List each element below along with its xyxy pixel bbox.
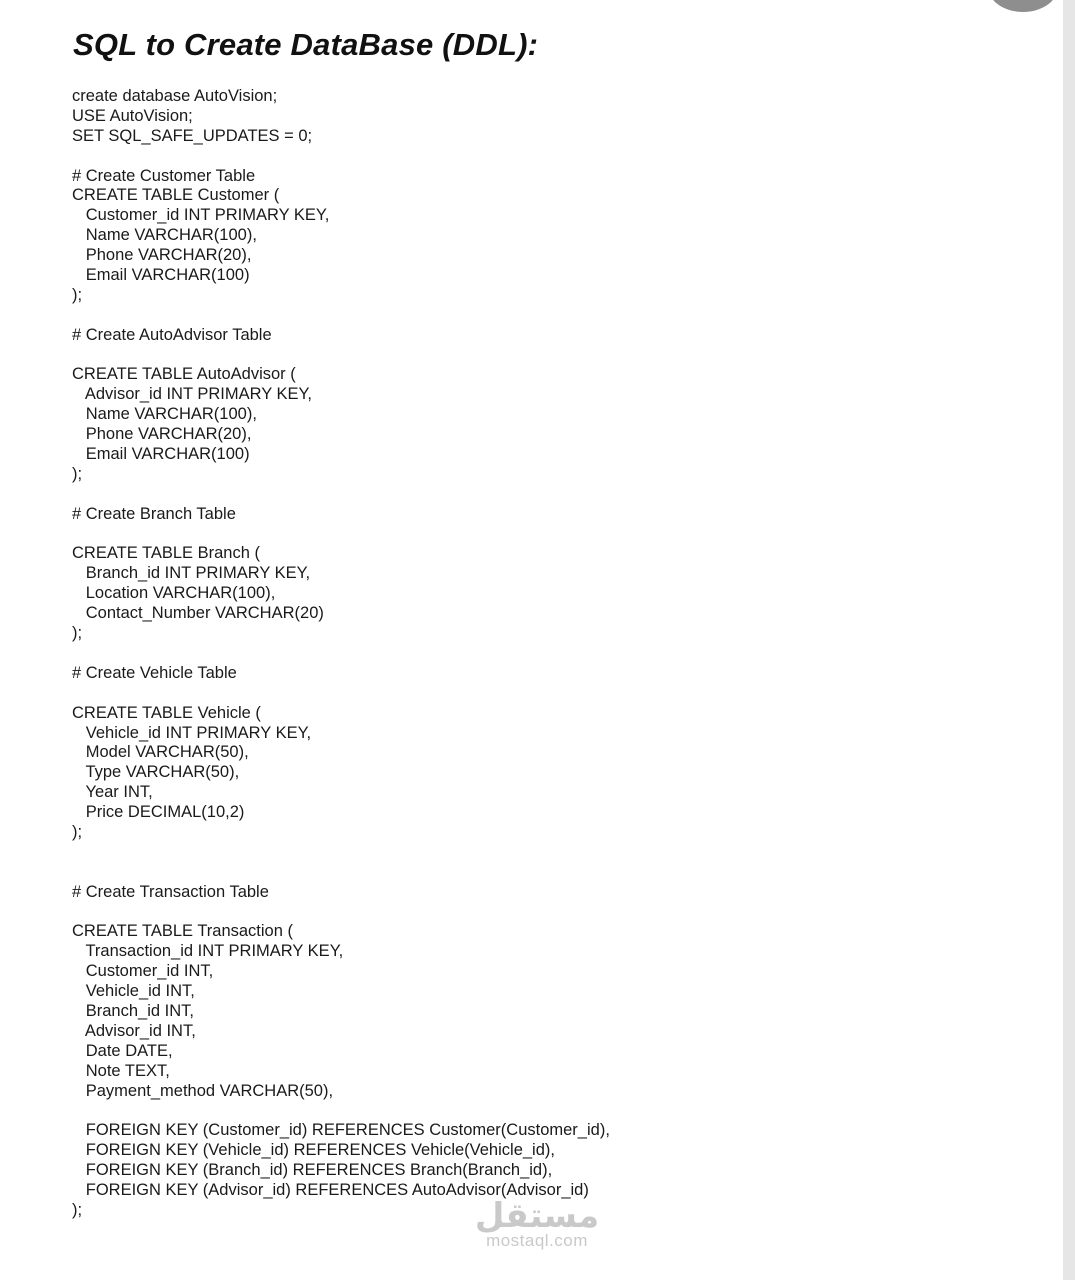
code-line: Model VARCHAR(50), <box>72 743 249 762</box>
code-line: CREATE TABLE Transaction ( <box>72 922 293 941</box>
code-line: # Create AutoAdvisor Table <box>72 325 272 344</box>
code-line <box>72 644 610 664</box>
code-line: Phone VARCHAR(20), <box>72 425 252 444</box>
code-line: # Create Branch Table <box>72 504 236 523</box>
code-line: Branch_id INT PRIMARY KEY, <box>72 564 311 583</box>
code-line: ); <box>72 464 83 483</box>
code-line: Vehicle_id INT PRIMARY KEY, <box>72 723 312 742</box>
scrollbar-gutter <box>1063 0 1075 1280</box>
code-line: # Create Vehicle Table <box>72 663 237 682</box>
code-line: Email VARCHAR(100) <box>72 266 250 285</box>
code-line: CREATE TABLE Branch ( <box>72 544 260 563</box>
code-line: Vehicle_id INT, <box>72 982 195 1001</box>
code-line: ); <box>72 822 83 841</box>
code-line: Customer_id INT, <box>72 962 214 981</box>
code-line: Advisor_id INT, <box>72 1021 196 1040</box>
code-line: SET SQL_SAFE_UPDATES = 0; <box>72 126 313 145</box>
code-line: Date DATE, <box>72 1041 173 1060</box>
code-line: Phone VARCHAR(20), <box>72 246 252 265</box>
code-line: Transaction_id INT PRIMARY KEY, <box>72 942 344 961</box>
code-line: CREATE TABLE Customer ( <box>72 186 280 205</box>
code-line: Price DECIMAL(10,2) <box>72 803 245 822</box>
code-line: ); <box>72 1200 83 1219</box>
code-line: Contact_Number VARCHAR(20) <box>72 604 324 623</box>
code-line: Name VARCHAR(100), <box>72 405 257 424</box>
code-line: Type VARCHAR(50), <box>72 763 240 782</box>
watermark-arabic-logo: مستقل <box>474 1196 600 1236</box>
code-line <box>72 684 610 704</box>
code-line: create database AutoVision; <box>72 87 278 105</box>
code-line: Payment_method VARCHAR(50), <box>72 1081 334 1100</box>
code-line: ); <box>72 285 83 304</box>
code-line: Branch_id INT, <box>72 1001 194 1020</box>
code-line <box>72 903 610 923</box>
code-line <box>72 306 610 326</box>
document-title: SQL to Create DataBase (DDL): <box>73 27 539 62</box>
code-line: Email VARCHAR(100) <box>72 445 250 464</box>
code-line: Advisor_id INT PRIMARY KEY, <box>72 385 312 404</box>
code-line: USE AutoVision; <box>72 106 193 125</box>
code-line: FOREIGN KEY (Customer_id) REFERENCES Customer(Customer_id), <box>72 1121 610 1140</box>
code-line: FOREIGN KEY (Advisor_id) REFERENCES AutoAdvisor(Advisor_id) <box>72 1180 589 1199</box>
code-line: Customer_id INT PRIMARY KEY, <box>72 206 330 225</box>
code-line <box>72 843 610 863</box>
sql-code-block <box>72 87 610 1221</box>
code-line: FOREIGN KEY (Branch_id) REFERENCES Branch(Branch_id), <box>72 1161 553 1180</box>
code-line: CREATE TABLE Vehicle ( <box>72 703 261 722</box>
code-line <box>72 147 610 167</box>
code-line: Location VARCHAR(100), <box>72 584 276 603</box>
code-line <box>72 485 610 505</box>
code-line: Year INT, <box>72 783 153 802</box>
watermark-url: mostaql.com <box>486 1231 588 1250</box>
code-line: FOREIGN KEY (Vehicle_id) REFERENCES Vehicle(Vehicle_id), <box>72 1141 555 1160</box>
code-line <box>72 525 610 545</box>
code-line <box>72 863 610 883</box>
code-line: Note TEXT, <box>72 1061 170 1080</box>
code-line: Name VARCHAR(100), <box>72 226 257 245</box>
code-line: # Create Transaction Table <box>72 882 269 901</box>
watermark <box>462 1196 612 1249</box>
code-line: # Create Customer Table <box>72 166 256 185</box>
code-line: ); <box>72 624 83 643</box>
code-line <box>72 1101 610 1121</box>
code-line: CREATE TABLE AutoAdvisor ( <box>72 365 296 384</box>
code-line <box>72 346 610 366</box>
